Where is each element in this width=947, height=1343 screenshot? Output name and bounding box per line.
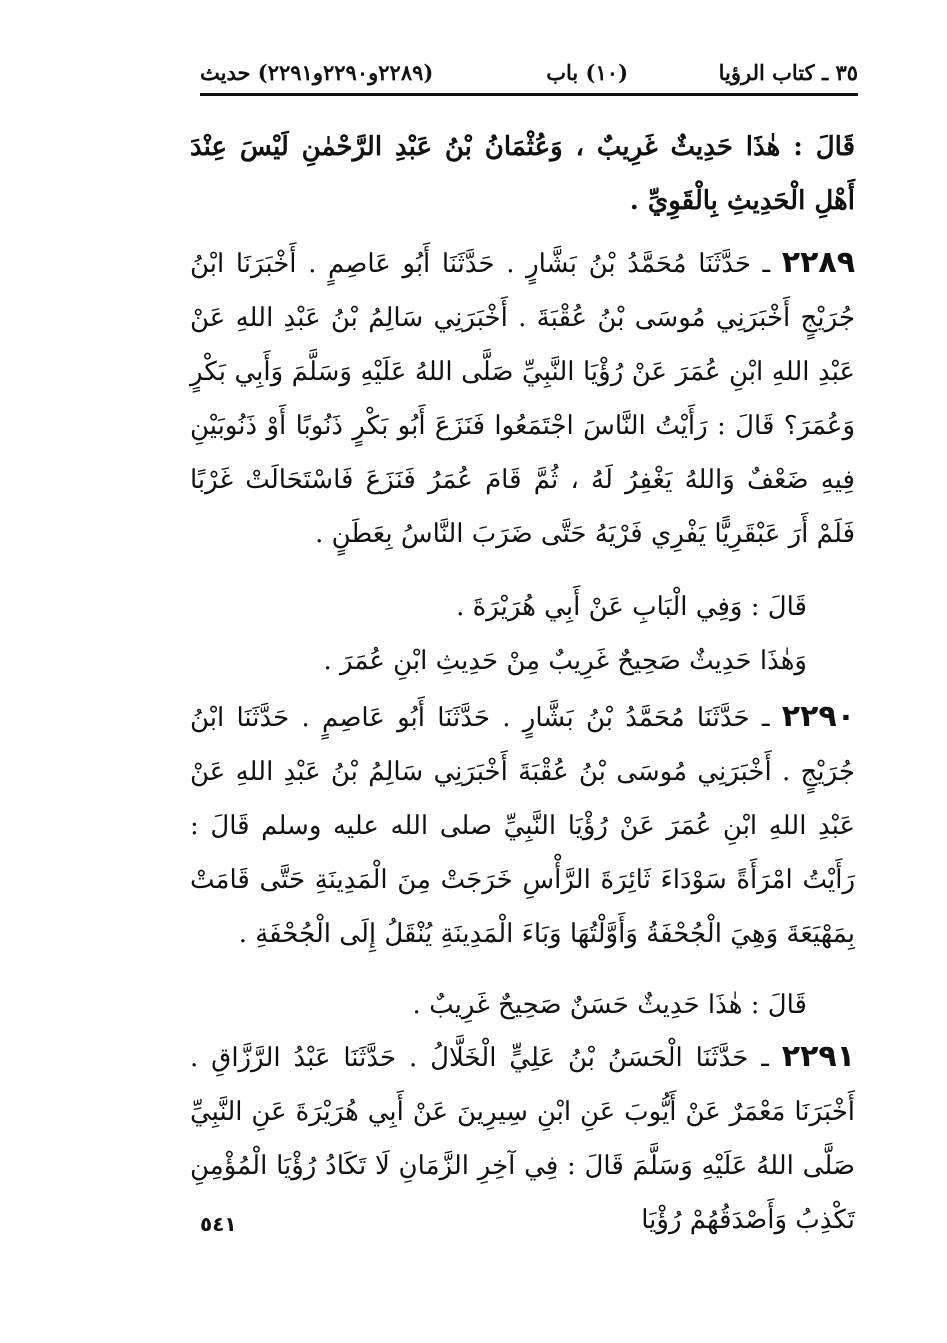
hadith-2289-paragraph [190, 236, 855, 561]
paragraph-intro [190, 120, 855, 228]
hadith-2290 [190, 690, 855, 961]
commentary-text: قَالَ : هٰذَا حَدِيثٌ حَسَنٌ صَحِيحٌ غَرِيبٌ . [412, 990, 807, 1020]
hadith-number: ٢٢٩١ [781, 1039, 856, 1074]
commentary-sahih [190, 634, 855, 688]
hadith-number: ٢٢٨٩ [781, 245, 856, 280]
intro-text: قَالَ : هٰذَا حَدِيثٌ غَرِيبٌ ، وَعُثْمَانُ بْنُ عَبْدِ الرَّحْمٰنِ لَيْسَ عِنْدَ أَهْلِ الْحَدِيثِ بِالْقَوِيِّ . [190, 132, 855, 216]
hadith-text: ـ حَدَّثَنَا مُحَمَّدُ بْنُ بَشَّارٍ . حَدَّثَنَا أَبُو عَاصِمٍ . حَدَّثَنَا ابْنُ جُرَيْجٍ . أَخْبَرَنِي مُوسَى بْنُ عُقْبَةَ أَخْبَرَنِي سَالِمُ بْنُ عَبْدِ اللهِ عَنْ عَبْدِ اللهِ ابْنِ عُمَرَ عَنْ رُؤْيَا النَّبِيِّ صلى الله عليه وسلم قَالَ : رَأَيْتُ امْرَأَةً سَوْدَاءَ ثَائِرَةَ الرَّأْسِ خَرَجَتْ مِنَ الْمَدِينَةِ حَتَّى قَامَتْ بِمَهْيَعَةَ وَهِيَ الْجُحْفَةُ وَأَوَّلْتُهَا وَبَاءَ الْمَدِينَةِ يُنْقَلُ إِلَى الْجُحْفَةِ . [190, 703, 855, 949]
header-rule [200, 93, 858, 96]
chapter-title: ٣٥ ـ كتاب الرؤيا [718, 60, 858, 85]
running-header [200, 55, 858, 91]
commentary-bab [190, 580, 855, 634]
hadith-range: (٢٢٨٩و٢٢٩٠و٢٢٩١) حديث [200, 60, 434, 85]
bab-label: (١٠) باب [546, 60, 628, 85]
hadith-2290-paragraph [190, 690, 855, 961]
hadith-2291 [190, 1030, 855, 1247]
commentary-text: وَهٰذَا حَدِيثٌ صَحِيحٌ غَرِيبٌ مِنْ حَدِيثِ ابْنِ عُمَرَ . [323, 646, 807, 676]
hadith-2291-paragraph [190, 1030, 855, 1247]
hadith-2289 [190, 236, 855, 561]
commentary-hasan [190, 978, 855, 1032]
hadith-number: ٢٢٩٠ [781, 699, 856, 734]
commentary-text: قَالَ : وَفِي الْبَابِ عَنْ أَبِي هُرَيْرَةَ . [456, 592, 807, 622]
hadith-text: ـ حَدَّثَنَا مُحَمَّدُ بْنُ بَشَّارٍ . حَدَّثَنَا أَبُو عَاصِمٍ . أَخْبَرَنَا ابْنُ جُرَيْجٍ أَخْبَرَنِي مُوسَى بْنُ عُقْبَةَ . أَخْبَرَنِي سَالِمُ بْنُ عَبْدِ اللهِ عَنْ عَبْدِ اللهِ ابْنِ عُمَرَ عَنْ رُؤْيَا النَّبِيِّ صَلَّى اللهُ عَلَيْهِ وَسَلَّمَ وَأَبِي بَكْرٍ وَعُمَرَ؟ قَالَ : رَأَيْتُ النَّاسَ اجْتَمَعُوا فَنَزَعَ أَبُو بَكْرٍ ذَنُوبًا أَوْ ذَنُوبَيْنِ فِيهِ ضَعْفٌ وَاللهُ يَغْفِرُ لَهُ ، ثُمَّ قَامَ عُمَرُ فَنَزَعَ فَاسْتَحَالَتْ غَرْبًا فَلَمْ أَرَ عَبْقَرِيًّا يَفْرِي فَرْيَهُ حَتَّى ضَرَبَ النَّاسُ بِعَطَنٍ . [190, 249, 855, 549]
page-number: ٥٤١ [200, 1212, 237, 1236]
hadith-text: ـ حَدَّثَنَا الْحَسَنُ بْنُ عَلِيٍّ الْخَلَّالُ . حَدَّثَنَا عَبْدُ الرَّزَّاقِ . أَخْبَرَنَا مَعْمَرٌ عَنْ أَيُّوبَ عَنِ ابْنِ سِيرِينَ عَنْ أَبِي هُرَيْرَةَ عَنِ النَّبِيِّ صَلَّى اللهُ عَلَيْهِ وَسَلَّمَ قَالَ : فِي آخِرِ الزَّمَانِ لَا تَكَادُ رُؤْيَا الْمُؤْمِنِ تَكْذِبُ وَأَصْدَقُهُمْ رُؤْيَا [190, 1043, 855, 1235]
